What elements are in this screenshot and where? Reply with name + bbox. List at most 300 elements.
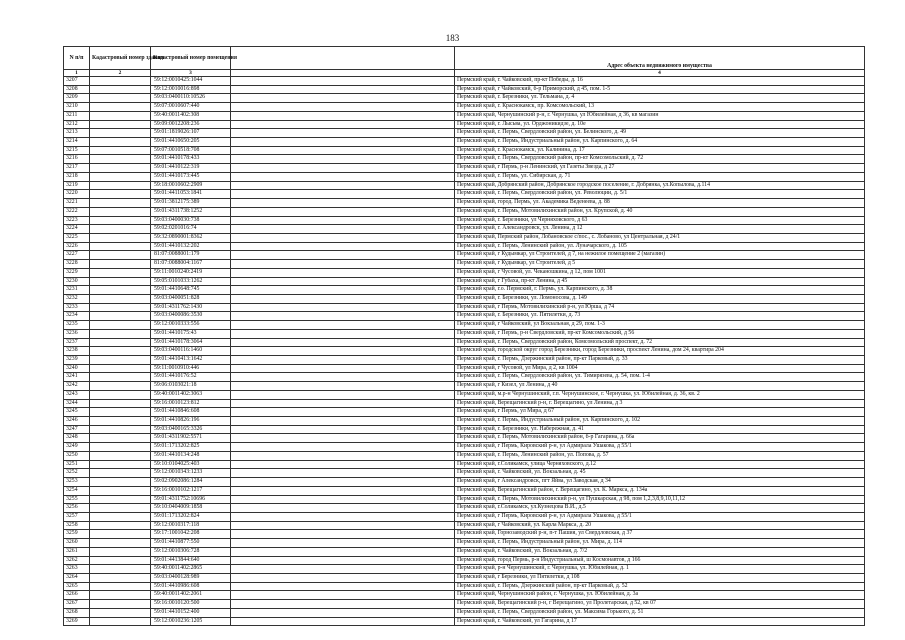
blank-cell bbox=[231, 251, 455, 260]
table-row bbox=[64, 364, 865, 373]
row-number: 3211 bbox=[64, 111, 90, 120]
row-number: 3222 bbox=[64, 207, 90, 216]
row-number: 3226 bbox=[64, 242, 90, 251]
building-cadastral-number bbox=[90, 347, 151, 356]
table-row bbox=[64, 399, 865, 408]
row-number: 3249 bbox=[64, 443, 90, 452]
table-row bbox=[64, 539, 865, 548]
premises-cadastral-number: 59:03:0400116:1460 bbox=[151, 347, 231, 356]
property-address: Пермский край, м.р-н Чернушинский, г.п. Чернушинское, г. Чернушка, ул. Юбилейная, д. 36, кв. 2 bbox=[455, 390, 865, 399]
row-number: 3231 bbox=[64, 286, 90, 295]
premises-cadastral-number: 59:01:4410178:433 bbox=[151, 155, 231, 164]
premises-cadastral-number: 59:07:0010518:708 bbox=[151, 146, 231, 155]
table-row bbox=[64, 417, 865, 426]
blank-cell bbox=[231, 321, 455, 330]
building-cadastral-number bbox=[90, 608, 151, 617]
header-row bbox=[64, 47, 865, 70]
premises-cadastral-number: 59:01:4410134:248 bbox=[151, 451, 231, 460]
table-row bbox=[64, 321, 865, 330]
building-cadastral-number bbox=[90, 539, 151, 548]
premises-cadastral-number: 59:01:4410152:400 bbox=[151, 608, 231, 617]
header-num: N п/п bbox=[64, 47, 90, 70]
table-row bbox=[64, 608, 865, 617]
row-number: 3219 bbox=[64, 181, 90, 190]
table-row bbox=[64, 120, 865, 129]
table-row bbox=[64, 600, 865, 609]
blank-cell bbox=[231, 390, 455, 399]
premises-cadastral-number: 59:12:0010236:1205 bbox=[151, 617, 231, 626]
table-row bbox=[64, 460, 865, 469]
table-row bbox=[64, 225, 865, 234]
table-row bbox=[64, 242, 865, 251]
property-address: Пермский край, г. Чайковский, ул. Вокзальная, д. 7/2 bbox=[455, 547, 865, 556]
premises-cadastral-number: 59:12:0010016:898 bbox=[151, 85, 231, 94]
property-address: Пермский край, г. Пермь, Мотовилихинский р-н, ул Пушкарская, д 98, пом 1,2,3,8,9,10,11,12 bbox=[455, 495, 865, 504]
property-address: Пермский край, Верещагинский р-н, г. Верещагино, ул Ленина, д 3 bbox=[455, 399, 865, 408]
building-cadastral-number bbox=[90, 190, 151, 199]
premises-cadastral-number: 59:01:1713202:825 bbox=[151, 443, 231, 452]
column-number-row bbox=[64, 70, 865, 77]
table-row bbox=[64, 111, 865, 120]
row-number: 3243 bbox=[64, 390, 90, 399]
property-address: Пермский край, г. Пермь, Дзержинский район, пр-кт Парковый, д. 33 bbox=[455, 356, 865, 365]
property-address: Пермский край, г. Пермь, Мотовилихинский район, б-р Гагарина, д. 66а bbox=[455, 434, 865, 443]
row-number: 3264 bbox=[64, 573, 90, 582]
premises-cadastral-number: 59:10:0404009:1858 bbox=[151, 504, 231, 513]
table-row bbox=[64, 530, 865, 539]
property-address: Пермский край, г Чайковский, ул. Карла Маркса, д. 20 bbox=[455, 521, 865, 530]
premises-cadastral-number: 59:12:0010306:728 bbox=[151, 547, 231, 556]
premises-cadastral-number: 81:07:0088004:1167 bbox=[151, 260, 231, 269]
table-row bbox=[64, 486, 865, 495]
blank-cell bbox=[231, 129, 455, 138]
premises-cadastral-number: 59:32:0890001:8362 bbox=[151, 233, 231, 242]
premises-cadastral-number: 59:10:0104025:403 bbox=[151, 460, 231, 469]
blank-cell bbox=[231, 539, 455, 548]
row-number: 3234 bbox=[64, 312, 90, 321]
property-address: Пермский край, г. Березники, ул. Тельмана, д. 4 bbox=[455, 94, 865, 103]
table-row bbox=[64, 617, 865, 626]
row-number: 3216 bbox=[64, 155, 90, 164]
property-address: Пермский край, г.Соликамск, ул.Кузнецова В.И., д.5 bbox=[455, 504, 865, 513]
building-cadastral-number bbox=[90, 373, 151, 382]
building-cadastral-number bbox=[90, 443, 151, 452]
building-cadastral-number bbox=[90, 260, 151, 269]
property-address: Пермский край, Горнозаводский р-н, п-т Пашия, ул Свердловская, д 37 bbox=[455, 530, 865, 539]
premises-cadastral-number: 59:01:4410176:52 bbox=[151, 373, 231, 382]
row-number: 3262 bbox=[64, 556, 90, 565]
row-number: 3250 bbox=[64, 451, 90, 460]
building-cadastral-number bbox=[90, 286, 151, 295]
blank-cell bbox=[231, 260, 455, 269]
building-cadastral-number bbox=[90, 573, 151, 582]
row-number: 3256 bbox=[64, 504, 90, 513]
blank-cell bbox=[231, 286, 455, 295]
property-address: Пермский край, г Пермь, Кировский р-н, ул Адмирала Ушакова, д 55/1 bbox=[455, 443, 865, 452]
premises-cadastral-number: 59:03:0400165:3326 bbox=[151, 425, 231, 434]
building-cadastral-number bbox=[90, 207, 151, 216]
property-address: Пермский край, г. Пермь, Свердловский район, ул. Максима Горького, д. 51 bbox=[455, 608, 865, 617]
property-address: Пермский край, г Губаха, пр-кт Ленина, д 45 bbox=[455, 277, 865, 286]
row-number: 3208 bbox=[64, 85, 90, 94]
table-row bbox=[64, 591, 865, 600]
property-address: Пермский край, г Чусовой, ул. Чеканошкина, д 12, пом 1001 bbox=[455, 268, 865, 277]
blank-cell bbox=[231, 146, 455, 155]
property-address: Пермский край, г Чайковский, б-р Приморский, д 45, пом. 1-5 bbox=[455, 85, 865, 94]
table-row bbox=[64, 495, 865, 504]
premises-cadastral-number: 59:12:0010317:118 bbox=[151, 521, 231, 530]
property-address: Пермский край, г. Пермь, Свердловский район, ул. Белинского, д. 49 bbox=[455, 129, 865, 138]
premises-cadastral-number: 59:16:0010120:500 bbox=[151, 600, 231, 609]
blank-cell bbox=[231, 425, 455, 434]
table-row bbox=[64, 190, 865, 199]
table-row bbox=[64, 251, 865, 260]
building-cadastral-number bbox=[90, 338, 151, 347]
blank-cell bbox=[231, 111, 455, 120]
premises-cadastral-number: 59:40:0011402:2865 bbox=[151, 565, 231, 574]
building-cadastral-number bbox=[90, 172, 151, 181]
building-cadastral-number bbox=[90, 451, 151, 460]
building-cadastral-number bbox=[90, 495, 151, 504]
building-cadastral-number bbox=[90, 486, 151, 495]
premises-cadastral-number: 59:03:0400030:738 bbox=[151, 216, 231, 225]
building-cadastral-number bbox=[90, 356, 151, 365]
building-cadastral-number bbox=[90, 138, 151, 147]
property-address: Пермский край, г. Березники, ул. Набережная, д. 41 bbox=[455, 425, 865, 434]
table-row bbox=[64, 469, 865, 478]
blank-cell bbox=[231, 591, 455, 600]
building-cadastral-number bbox=[90, 617, 151, 626]
table-row bbox=[64, 294, 865, 303]
property-address: Пермский край, Верещагинский район, г. Верещагино, ул. К. Маркса, д. 134а bbox=[455, 486, 865, 495]
building-cadastral-number bbox=[90, 390, 151, 399]
blank-cell bbox=[231, 347, 455, 356]
building-cadastral-number bbox=[90, 591, 151, 600]
table-row bbox=[64, 582, 865, 591]
table-row bbox=[64, 85, 865, 94]
property-address: Пермский край, г Березники, ул Пятилетки, д 108 bbox=[455, 573, 865, 582]
property-address: Пермский край, г. Александровск, ул. Ленина, д 12 bbox=[455, 225, 865, 234]
blank-cell bbox=[231, 294, 455, 303]
row-number: 3232 bbox=[64, 294, 90, 303]
table-row bbox=[64, 408, 865, 417]
table-row bbox=[64, 94, 865, 103]
table-row bbox=[64, 478, 865, 487]
building-cadastral-number bbox=[90, 382, 151, 391]
table-row bbox=[64, 556, 865, 565]
building-cadastral-number bbox=[90, 233, 151, 242]
property-address: Пермский край, г Пермь, Мотовилихинский р-н, ул Юрша, д 74 bbox=[455, 303, 865, 312]
property-address: Пермский край, г. Чайковский, ул Гагарина, д 17 bbox=[455, 617, 865, 626]
blank-cell bbox=[231, 417, 455, 426]
row-number: 3267 bbox=[64, 600, 90, 609]
property-address: Пермский край, г. Пермь, Свердловский район, ул. Революции, д. 5/1 bbox=[455, 190, 865, 199]
row-number: 3212 bbox=[64, 120, 90, 129]
building-cadastral-number bbox=[90, 181, 151, 190]
property-address: Пермский край, г. Пермь, Индустриальный район, ул. Карпинского, д. 64 bbox=[455, 138, 865, 147]
building-cadastral-number bbox=[90, 600, 151, 609]
premises-cadastral-number: 81:07:0088001:179 bbox=[151, 251, 231, 260]
building-cadastral-number bbox=[90, 425, 151, 434]
table-row bbox=[64, 199, 865, 208]
row-number: 3223 bbox=[64, 216, 90, 225]
row-number: 3221 bbox=[64, 199, 90, 208]
property-address: Пермский край, г. Пермь, ул. Сибирская, д. 71 bbox=[455, 172, 865, 181]
building-cadastral-number bbox=[90, 94, 151, 103]
blank-cell bbox=[231, 242, 455, 251]
row-number: 3252 bbox=[64, 469, 90, 478]
blank-cell bbox=[231, 451, 455, 460]
building-cadastral-number bbox=[90, 565, 151, 574]
blank-cell bbox=[231, 190, 455, 199]
table-row bbox=[64, 155, 865, 164]
table-row bbox=[64, 216, 865, 225]
premises-cadastral-number: 59:11:0010910:446 bbox=[151, 364, 231, 373]
building-cadastral-number bbox=[90, 120, 151, 129]
building-cadastral-number bbox=[90, 460, 151, 469]
building-cadastral-number bbox=[90, 469, 151, 478]
row-number: 3210 bbox=[64, 103, 90, 112]
table-row bbox=[64, 181, 865, 190]
row-number: 3237 bbox=[64, 338, 90, 347]
row-number: 3227 bbox=[64, 251, 90, 260]
row-number: 3244 bbox=[64, 399, 90, 408]
building-cadastral-number bbox=[90, 303, 151, 312]
row-number: 3259 bbox=[64, 530, 90, 539]
blank-cell bbox=[231, 443, 455, 452]
premises-cadastral-number: 59:16:0010123:812 bbox=[151, 399, 231, 408]
building-cadastral-number bbox=[90, 582, 151, 591]
building-cadastral-number bbox=[90, 277, 151, 286]
blank-cell bbox=[231, 103, 455, 112]
blank-cell bbox=[231, 207, 455, 216]
table-row bbox=[64, 286, 865, 295]
table-row bbox=[64, 451, 865, 460]
table-row bbox=[64, 521, 865, 530]
premises-cadastral-number: 59:12:0010333:556 bbox=[151, 321, 231, 330]
property-address: Пермский край, г. Березники, ул. Ломоносова, д. 149 bbox=[455, 294, 865, 303]
row-number: 3239 bbox=[64, 356, 90, 365]
row-number: 3214 bbox=[64, 138, 90, 147]
property-address: Пермский край, г. Пермь, Индустриальный район, ул. Карпинского, д. 102 bbox=[455, 417, 865, 426]
row-number: 3266 bbox=[64, 591, 90, 600]
premises-cadastral-number: 59:01:3812175:389 bbox=[151, 199, 231, 208]
header-premises: Кадастровый номер помещения bbox=[151, 47, 231, 70]
building-cadastral-number bbox=[90, 129, 151, 138]
premises-cadastral-number: 59:02:0201016:74 bbox=[151, 225, 231, 234]
building-cadastral-number bbox=[90, 225, 151, 234]
premises-cadastral-number: 59:05:0101033:1262 bbox=[151, 277, 231, 286]
table-row bbox=[64, 382, 865, 391]
property-address: Пермский край, г. Чайковский, ул. Вокзальная, д. 45 bbox=[455, 469, 865, 478]
page-number: 183 bbox=[445, 33, 460, 43]
property-address: Пермский край, г. Чайковский, пр-кт Победы, д. 16 bbox=[455, 77, 865, 86]
row-number: 3254 bbox=[64, 486, 90, 495]
row-number: 3258 bbox=[64, 521, 90, 530]
header-address: Адрес объекта недвижимого имущества bbox=[455, 47, 865, 70]
property-address: Пермский край, г Кизел, ул Ленина, д 40 bbox=[455, 382, 865, 391]
property-address: Пермский край, г. Березники, ул. Пятилетки, д. 73 bbox=[455, 312, 865, 321]
table-row bbox=[64, 443, 865, 452]
property-address: Пермский край, г Кудымкар, ул Строителей, д 5 bbox=[455, 260, 865, 269]
row-number: 3213 bbox=[64, 129, 90, 138]
row-number: 3240 bbox=[64, 364, 90, 373]
premises-cadastral-number: 59:01:1713202:824 bbox=[151, 512, 231, 521]
property-address: Пермский край, Верещагинский р-н, г Верещагино, ул Пролетарская, д 52, кв 07 bbox=[455, 600, 865, 609]
row-number: 3229 bbox=[64, 268, 90, 277]
premises-cadastral-number: 59:01:4410846:608 bbox=[151, 408, 231, 417]
blank-cell bbox=[231, 155, 455, 164]
row-number: 3263 bbox=[64, 565, 90, 574]
table-row bbox=[64, 356, 865, 365]
building-cadastral-number bbox=[90, 294, 151, 303]
table-row bbox=[64, 164, 865, 173]
table-row bbox=[64, 434, 865, 443]
blank-cell bbox=[231, 469, 455, 478]
table-row bbox=[64, 172, 865, 181]
row-number: 3217 bbox=[64, 164, 90, 173]
blank-cell bbox=[231, 268, 455, 277]
property-address: Пермский край, г. Пермь, Свердловский район, Комсомольский проспект, д. 72 bbox=[455, 338, 865, 347]
property-address: Пермский край, Чернушинский р-н, г. Чернушка, ул Юбилейная, д 36, кв магазин bbox=[455, 111, 865, 120]
blank-cell bbox=[231, 408, 455, 417]
blank-cell bbox=[231, 172, 455, 181]
blank-cell bbox=[231, 120, 455, 129]
premises-cadastral-number: 59:01:4410413:1642 bbox=[151, 356, 231, 365]
property-address: Пермский край, р-н Чернушинский, г. Чернушка, ул. Юбилейная, д. 1 bbox=[455, 565, 865, 574]
table-row bbox=[64, 312, 865, 321]
row-number: 3207 bbox=[64, 77, 90, 86]
blank-cell bbox=[231, 216, 455, 225]
row-number: 3260 bbox=[64, 539, 90, 548]
building-cadastral-number bbox=[90, 242, 151, 251]
building-cadastral-number bbox=[90, 312, 151, 321]
blank-cell bbox=[231, 547, 455, 556]
blank-cell bbox=[231, 94, 455, 103]
property-address: Пермский край, г Чайковский, ул Вокзальная, д 29, пом. 1-3 bbox=[455, 321, 865, 330]
blank-cell bbox=[231, 617, 455, 626]
building-cadastral-number bbox=[90, 268, 151, 277]
table-row bbox=[64, 233, 865, 242]
column-number: 3 bbox=[151, 70, 231, 77]
blank-cell bbox=[231, 530, 455, 539]
property-address: Пермский край, г. Березники, ул Черняховского, д 63 bbox=[455, 216, 865, 225]
blank-cell bbox=[231, 460, 455, 469]
row-number: 3235 bbox=[64, 321, 90, 330]
building-cadastral-number bbox=[90, 408, 151, 417]
building-cadastral-number bbox=[90, 399, 151, 408]
blank-cell bbox=[231, 582, 455, 591]
row-number: 3245 bbox=[64, 408, 90, 417]
property-address: Пермский край, г. Краснокамск, пр. Комсомольский, 13 bbox=[455, 103, 865, 112]
table-row bbox=[64, 565, 865, 574]
row-number: 3269 bbox=[64, 617, 90, 626]
building-cadastral-number bbox=[90, 547, 151, 556]
table-row bbox=[64, 77, 865, 86]
blank-cell bbox=[231, 382, 455, 391]
premises-cadastral-number: 59:01:4410175:43 bbox=[151, 329, 231, 338]
column-number bbox=[231, 70, 455, 77]
row-number: 3265 bbox=[64, 582, 90, 591]
blank-cell bbox=[231, 356, 455, 365]
premises-cadastral-number: 59:02:0902086:1284 bbox=[151, 478, 231, 487]
row-number: 3251 bbox=[64, 460, 90, 469]
property-address: Пермский край, г. Пермь, Мотовилихинский район, ул. Крупской, д. 40 bbox=[455, 207, 865, 216]
table-row bbox=[64, 303, 865, 312]
column-number: 1 bbox=[64, 70, 90, 77]
blank-cell bbox=[231, 504, 455, 513]
blank-cell bbox=[231, 478, 455, 487]
row-number: 3253 bbox=[64, 478, 90, 487]
row-number: 3255 bbox=[64, 495, 90, 504]
blank-cell bbox=[231, 329, 455, 338]
table-row bbox=[64, 329, 865, 338]
blank-cell bbox=[231, 225, 455, 234]
blank-cell bbox=[231, 486, 455, 495]
blank-cell bbox=[231, 338, 455, 347]
building-cadastral-number bbox=[90, 199, 151, 208]
premises-cadastral-number: 59:01:4410178:3064 bbox=[151, 338, 231, 347]
table-row bbox=[64, 138, 865, 147]
blank-cell bbox=[231, 608, 455, 617]
blank-cell bbox=[231, 303, 455, 312]
row-number: 3241 bbox=[64, 373, 90, 382]
property-address: Пермский край, г. Краснокамск, ул. Калинина, д. 17 bbox=[455, 146, 865, 155]
column-number: 4 bbox=[455, 70, 865, 77]
property-address: Пермский край, Пермский район, Лобановское с/пос., с. Лобаново, ул Центральная, д 24/1 bbox=[455, 233, 865, 242]
premises-cadastral-number: 59:17:1001042:208 bbox=[151, 530, 231, 539]
row-number: 3268 bbox=[64, 608, 90, 617]
table-row bbox=[64, 573, 865, 582]
property-address: Пермский край, г Александровск, пгт Яйва, ул Заводская, д 34 bbox=[455, 478, 865, 487]
premises-cadastral-number: 59:01:4411053:1841 bbox=[151, 190, 231, 199]
property-address: Пермский край, г Пермь, р-н Ленинский, ул Газеты Звезда, д 27 bbox=[455, 164, 865, 173]
property-address: Пермский край, г Кудымкар, ул Строителей, д 7, на нежилое помещение 2 (магазин) bbox=[455, 251, 865, 260]
blank-cell bbox=[231, 181, 455, 190]
building-cadastral-number bbox=[90, 103, 151, 112]
building-cadastral-number bbox=[90, 77, 151, 86]
row-number: 3218 bbox=[64, 172, 90, 181]
table-row bbox=[64, 277, 865, 286]
blank-cell bbox=[231, 495, 455, 504]
column-number: 2 bbox=[90, 70, 151, 77]
property-address: Пермский край, г. Пермь, Индустриальный район, ул. Мира, д. 114 bbox=[455, 539, 865, 548]
blank-cell bbox=[231, 399, 455, 408]
row-number: 3247 bbox=[64, 425, 90, 434]
table-row bbox=[64, 260, 865, 269]
row-number: 3238 bbox=[64, 347, 90, 356]
row-number: 3261 bbox=[64, 547, 90, 556]
table-row bbox=[64, 390, 865, 399]
building-cadastral-number bbox=[90, 155, 151, 164]
table-row bbox=[64, 512, 865, 521]
table-row bbox=[64, 146, 865, 155]
premises-cadastral-number: 59:03:0400051:828 bbox=[151, 294, 231, 303]
building-cadastral-number bbox=[90, 251, 151, 260]
building-cadastral-number bbox=[90, 111, 151, 120]
table-row bbox=[64, 373, 865, 382]
row-number: 3242 bbox=[64, 382, 90, 391]
header-building: Кадастровый номер здания bbox=[90, 47, 151, 70]
premises-cadastral-number: 59:06:0103021:18 bbox=[151, 382, 231, 391]
row-number: 3209 bbox=[64, 94, 90, 103]
blank-cell bbox=[231, 312, 455, 321]
premises-cadastral-number: 59:03:0400128:989 bbox=[151, 573, 231, 582]
premises-cadastral-number: 59:01:4413844:640 bbox=[151, 556, 231, 565]
property-address: Пермский край, город Пермь, р-н Индустриальный, ш Космонавтов, д 166 bbox=[455, 556, 865, 565]
blank-cell bbox=[231, 164, 455, 173]
building-cadastral-number bbox=[90, 164, 151, 173]
